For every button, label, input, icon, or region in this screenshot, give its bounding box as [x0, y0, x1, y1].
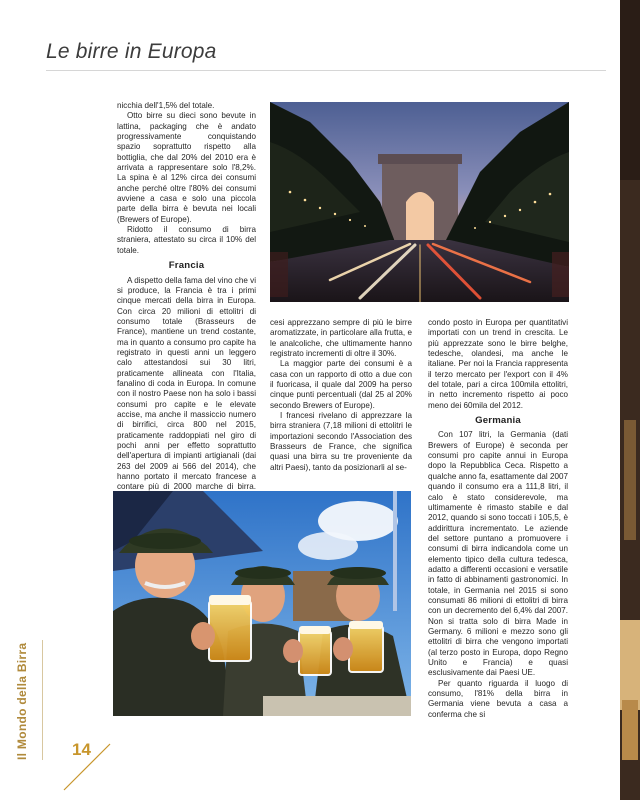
title-divider [46, 70, 606, 71]
bavarian-men-beer-photo [113, 491, 411, 716]
paragraph: cesi apprezzano sempre di più le birre aromatizzate, in particolare alla frutta, e le analcoliche, che ultimamente hanno registrato incrementi di oltre il 30%. [270, 318, 412, 359]
paragraph: Otto birre su dieci sono bevute in lattina, packaging che è andato progressivamente conquistando spazio soprattutto rispetto alla bottiglia, che dal 20% del 2010 era è arrivata a rappresentare solo l'8,2%. La spina è al 12% circa dei consumi anche perché oltre l'80% dei consumi avviene a casa e solo una piccola parte della birra è bevuta nei locali (Brewers of Europe). [117, 111, 256, 224]
side-divider [42, 640, 43, 760]
paragraph: La maggior parte dei consumi è a casa con un rapporto di otto a due con il fuoricasa, il quale dal 2009 ha perso cinque punti percentuali (dal 25 al 20% secondo Brewers of Europe). [270, 359, 412, 410]
paragraph: Per quanto riguarda il luogo di consumo, l'81% della birra in Germania viene bevuta a casa a conferma che si [428, 678, 568, 719]
paragraph: Ridotto il consumo di birra straniera, attestato su circa il 10% del totale. [117, 225, 256, 255]
paragraph: Con 107 litri, la Germania (dati Brewers of Europe) è seconda per consumi pro capite annui in Europa dopo la Repubblica Ceca. Rispetto a qualche anno fa, esattamente dal 2007 quando il consumo era a 111,8 litri, il calo è stato considerevole, ma ultimamente è rimasto stabile e dal 2012, quando si sono toccati i 105,5, è addirittura incrementato. Le aziende del settore puntano a promuovere i consumi di birra indicandola come un elemento tipico della cultura tedesca, adatto a differenti occasioni e versatile in fatto di abbinamenti gastronomici. In totale, in Germania nel 2015 si sono consumati 86 milioni di ettolitri di birra con un decremento del 6,4% dal 2007. Non si tratta solo di birra Made in Germany. 6 milioni e mezzo sono gli ettolitri di birra che vengono importati (al terzo posto in Europa, dopo Regno Unito e Francia) e quasi esclusivamente dai Paesi UE. [428, 430, 568, 678]
page-title: Le birre in Europa [46, 40, 217, 63]
paragraph: nicchia dell'1,5% del totale. [117, 101, 215, 110]
paragraph: A dispetto della fama del vino che vi si produce, la Francia è tra i primi cinque mercati della birra in Europa. Con circa 20 milioni di ettolitri di consumo totale (Brasseurs de France), mantiene un trend costante, ma in quanto a consumo pro capite ha registrato in questi anni un leggero calo attestandosi sui 30 litri, praticamente allineata con l'Italia, fanalino di coda in Europa. In comune con il nostro Paese non ha solo i bassi consumi pro capite e le elevate accise, ma anche il massiccio numero di birrifici, circa 800 nel 2015, praticamente raddoppiati nel giro di pochi anni per effetto soprattutto dell'apertura di impianti artigianali (dai 263 del 2009 ai 566 del 2014), che hanno portato il mercato francese a contare più di 2000 marche di birra. [117, 275, 256, 492]
text-column-1 [117, 101, 256, 503]
section-heading-germania: Germania [475, 415, 521, 427]
section-heading-francia: Francia [168, 260, 205, 272]
section-label: Il Mondo della Birra [15, 642, 29, 760]
paragraph: I francesi rivelano di apprezzare la birra straniera (7,18 milioni di ettolitri le importazioni secondo l'Association des Brasseurs de France, che significa quasi una birra su tre proveniente da altri Paesi), tanto da posizionarli al se- [270, 411, 412, 472]
paragraph: condo posto in Europa per quantitativi importati con un trend in crescita. Le più apprezzate sono le birre belghe, tedesche, olandesi, ma anche le italiane. Per noi la Francia rappresenta il terzo mercato per l'export con il 4% del totale, pari a circa 100mila ettolitri, in netto incremento rispetto ai poco meno dei 60mila del 2012. [428, 318, 568, 410]
champs-elysees-photo [270, 102, 569, 302]
decorative-slash [62, 742, 122, 792]
page-number: 14 [72, 740, 91, 759]
text-column-3 [428, 318, 568, 720]
adjacent-page-edge [620, 0, 640, 800]
text-column-2 [270, 318, 412, 473]
